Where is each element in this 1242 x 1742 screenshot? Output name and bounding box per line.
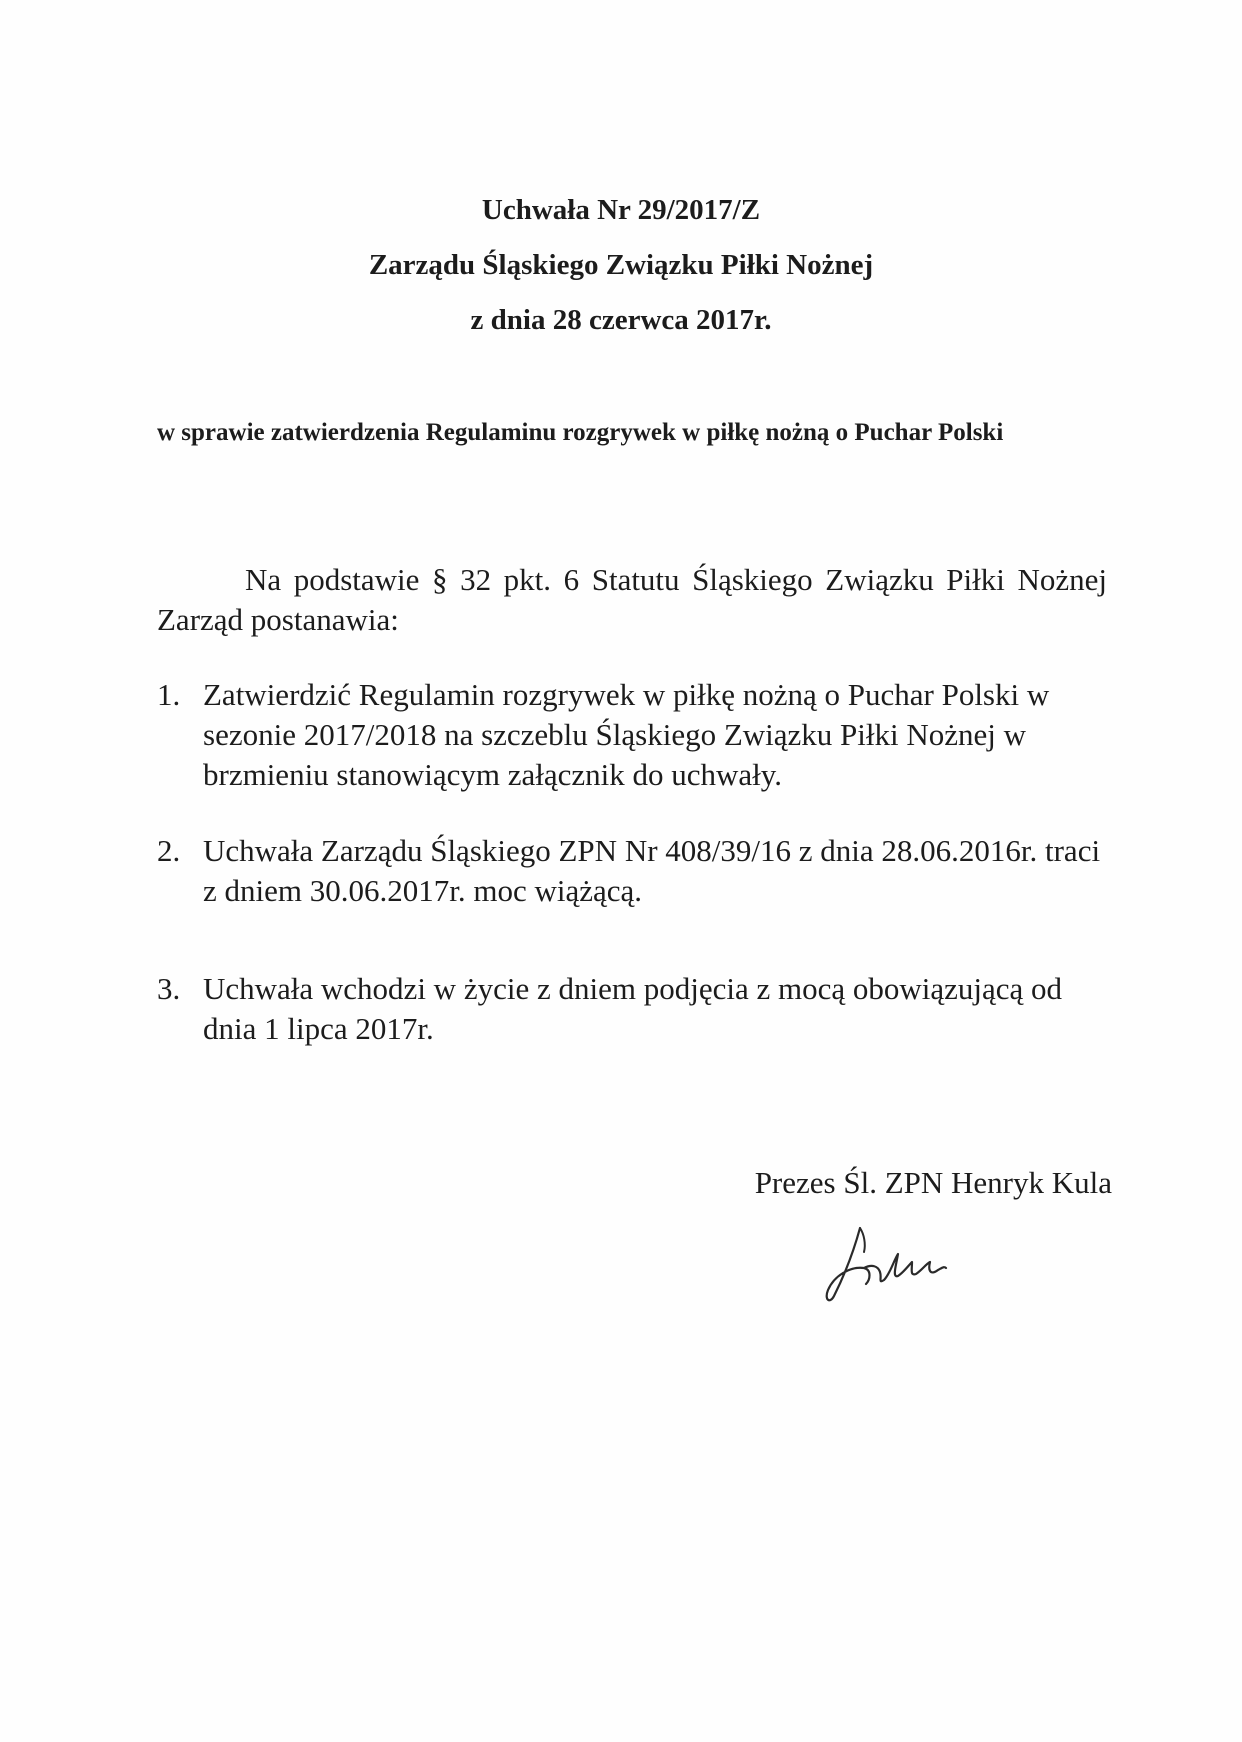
list-item [157,969,1117,1049]
handwritten-signature [820,1210,950,1305]
resolution-date: z dnia 28 czerwca 2017r. [470,304,772,336]
list-item-number: 2. [157,833,181,868]
list-item [157,831,1117,911]
resolution-subject: w sprawie zatwierdzenia Regulaminu rozgrywek w piłkę nożną o Puchar Polski [157,419,1004,446]
list-item-number: 1. [157,677,181,712]
issuing-body: Zarządu Śląskiego Związku Piłki Nożnej [368,249,874,281]
legal-basis-paragraph: Na podstawie § 32 pkt. 6 Statutu Śląskiego Związku Piłki Nożnej Zarząd postanawia: [157,562,1107,637]
list-item [157,675,1117,795]
list-item-text: Uchwała wchodzi w życie z dniem podjęcia z mocą obowiązującą od dnia 1 lipca 2017r. [203,971,1063,1046]
list-item-text: Zatwierdzić Regulamin rozgrywek w piłkę nożną o Puchar Polski w sezonie 2017/2018 na szczeblu Śląskiego Związku Piłki Nożnej w brzmieniu stanowiącym załącznik do uchwały. [203,677,1050,792]
list-item-number: 3. [157,971,181,1006]
signatory-name: Prezes Śl. ZPN Henryk Kula [754,1165,1112,1200]
list-item-text: Uchwała Zarządu Śląskiego ZPN Nr 408/39/16 z dnia 28.06.2016r. traci z dniem 30.06.2017r. moc wiążącą. [203,833,1101,908]
resolution-number: Uchwała Nr 29/2017/Z [481,194,761,226]
resolution-header [0,183,1242,348]
